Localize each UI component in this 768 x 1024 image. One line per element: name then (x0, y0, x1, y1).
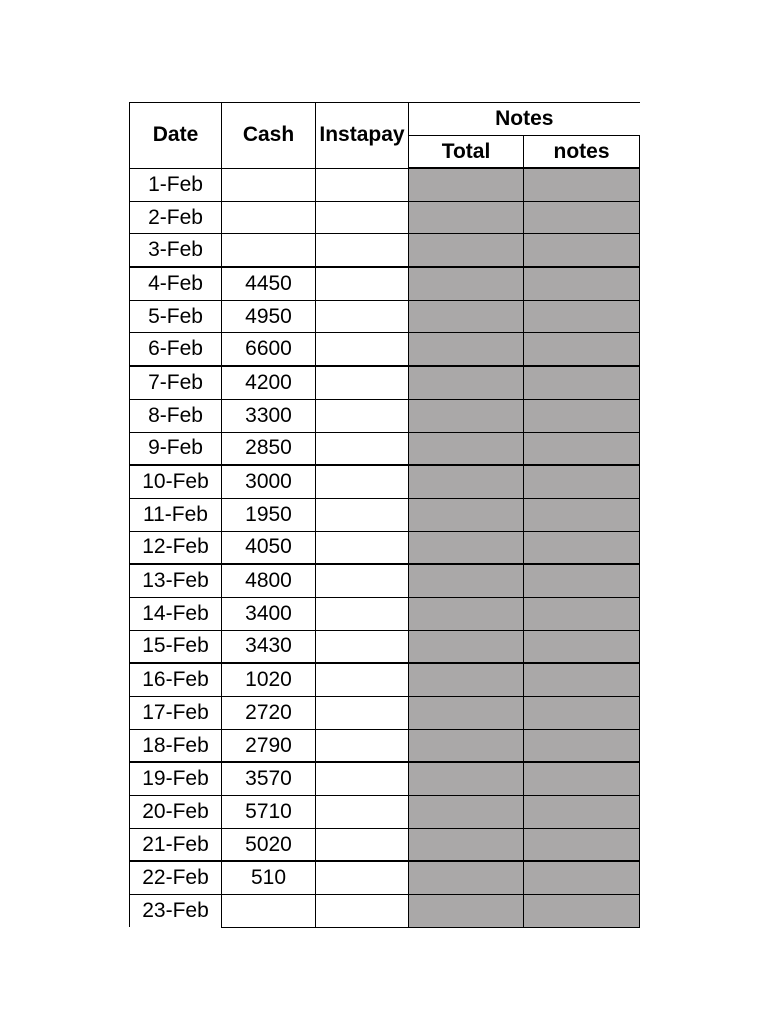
ledger-body (130, 168, 640, 927)
cash-cell[interactable]: 3000 (222, 465, 316, 498)
instapay-cell[interactable] (316, 432, 409, 465)
total-cell[interactable] (409, 366, 524, 399)
notes-cell[interactable] (524, 531, 640, 564)
table-row (130, 531, 640, 564)
total-cell[interactable] (409, 597, 524, 630)
table-row (130, 796, 640, 829)
instapay-cell[interactable] (316, 399, 409, 432)
table-row (130, 828, 640, 861)
instapay-cell[interactable] (316, 597, 409, 630)
date-cell[interactable]: 5-Feb (130, 300, 222, 333)
date-cell[interactable]: 8-Feb (130, 399, 222, 432)
notes-cell[interactable] (524, 762, 640, 795)
notes-cell[interactable] (524, 168, 640, 201)
table-row (130, 861, 640, 894)
instapay-cell[interactable] (316, 895, 409, 928)
table-row (130, 895, 640, 928)
table-row (130, 267, 640, 300)
date-cell[interactable]: 14-Feb (130, 597, 222, 630)
date-cell[interactable]: 12-Feb (130, 531, 222, 564)
instapay-cell[interactable] (316, 333, 409, 366)
table-row (130, 300, 640, 333)
notes-cell[interactable] (524, 828, 640, 861)
notes-cell[interactable] (524, 333, 640, 366)
header-notes: notes (524, 136, 640, 169)
instapay-cell[interactable] (316, 663, 409, 696)
total-cell[interactable] (409, 828, 524, 861)
total-cell[interactable] (409, 498, 524, 531)
notes-cell[interactable] (524, 366, 640, 399)
date-cell[interactable]: 15-Feb (130, 630, 222, 663)
date-cell[interactable]: 4-Feb (130, 267, 222, 300)
cash-cell[interactable]: 4950 (222, 300, 316, 333)
instapay-cell[interactable] (316, 796, 409, 829)
instapay-cell[interactable] (316, 234, 409, 267)
total-cell[interactable] (409, 267, 524, 300)
cash-cell[interactable]: 3430 (222, 630, 316, 663)
total-cell[interactable] (409, 697, 524, 730)
instapay-cell[interactable] (316, 300, 409, 333)
table-row (130, 465, 640, 498)
cash-cell[interactable]: 4050 (222, 531, 316, 564)
table-row (130, 597, 640, 630)
cash-cell[interactable] (222, 201, 316, 234)
notes-cell[interactable] (524, 630, 640, 663)
instapay-cell[interactable] (316, 729, 409, 762)
notes-cell[interactable] (524, 201, 640, 234)
table-row (130, 432, 640, 465)
date-cell[interactable]: 7-Feb (130, 366, 222, 399)
cash-cell[interactable]: 5020 (222, 828, 316, 861)
header-instapay: Instapay (316, 103, 409, 169)
date-cell[interactable]: 16-Feb (130, 663, 222, 696)
header-date: Date (130, 103, 222, 169)
notes-cell[interactable] (524, 663, 640, 696)
instapay-cell[interactable] (316, 564, 409, 597)
total-cell[interactable] (409, 399, 524, 432)
instapay-cell[interactable] (316, 531, 409, 564)
date-cell[interactable]: 11-Feb (130, 498, 222, 531)
date-cell[interactable]: 20-Feb (130, 796, 222, 829)
notes-cell[interactable] (524, 895, 640, 928)
cash-cell[interactable]: 3400 (222, 597, 316, 630)
notes-cell[interactable] (524, 498, 640, 531)
notes-cell[interactable] (524, 465, 640, 498)
date-cell[interactable]: 17-Feb (130, 697, 222, 730)
total-cell[interactable] (409, 465, 524, 498)
table-row (130, 498, 640, 531)
ledger-table (129, 102, 640, 928)
instapay-cell[interactable] (316, 366, 409, 399)
notes-cell[interactable] (524, 300, 640, 333)
date-cell[interactable]: 21-Feb (130, 828, 222, 861)
total-cell[interactable] (409, 729, 524, 762)
total-cell[interactable] (409, 234, 524, 267)
date-cell[interactable]: 22-Feb (130, 861, 222, 894)
total-cell[interactable] (409, 630, 524, 663)
header-cash: Cash (222, 103, 316, 169)
instapay-cell[interactable] (316, 697, 409, 730)
total-cell[interactable] (409, 168, 524, 201)
cash-cell[interactable] (222, 168, 316, 201)
cash-cell[interactable]: 1020 (222, 663, 316, 696)
total-cell[interactable] (409, 663, 524, 696)
total-cell[interactable] (409, 861, 524, 894)
cash-cell[interactable]: 4450 (222, 267, 316, 300)
instapay-cell[interactable] (316, 465, 409, 498)
cash-cell[interactable]: 510 (222, 861, 316, 894)
total-cell[interactable] (409, 895, 524, 928)
date-cell[interactable]: 19-Feb (130, 762, 222, 795)
date-cell[interactable]: 6-Feb (130, 333, 222, 366)
total-cell[interactable] (409, 531, 524, 564)
instapay-cell[interactable] (316, 762, 409, 795)
table-row (130, 729, 640, 762)
notes-cell[interactable] (524, 597, 640, 630)
date-cell[interactable]: 13-Feb (130, 564, 222, 597)
notes-cell[interactable] (524, 399, 640, 432)
cash-cell[interactable] (222, 234, 316, 267)
total-cell[interactable] (409, 300, 524, 333)
instapay-cell[interactable] (316, 201, 409, 234)
cash-cell[interactable]: 5710 (222, 796, 316, 829)
notes-cell[interactable] (524, 564, 640, 597)
table-row (130, 234, 640, 267)
table-row (130, 168, 640, 201)
notes-cell[interactable] (524, 234, 640, 267)
table-row (130, 564, 640, 597)
instapay-cell[interactable] (316, 828, 409, 861)
date-cell[interactable]: 23-Feb (130, 895, 222, 928)
date-cell[interactable]: 10-Feb (130, 465, 222, 498)
total-cell[interactable] (409, 762, 524, 795)
date-cell[interactable]: 18-Feb (130, 729, 222, 762)
instapay-cell[interactable] (316, 861, 409, 894)
notes-cell[interactable] (524, 267, 640, 300)
cash-cell[interactable]: 1950 (222, 498, 316, 531)
instapay-cell[interactable] (316, 498, 409, 531)
cash-cell[interactable]: 2850 (222, 432, 316, 465)
table-row (130, 663, 640, 696)
ledger-sheet (129, 102, 639, 922)
cash-cell[interactable]: 3300 (222, 399, 316, 432)
date-cell[interactable]: 9-Feb (130, 432, 222, 465)
cash-cell[interactable]: 2720 (222, 697, 316, 730)
table-row (130, 399, 640, 432)
total-cell[interactable] (409, 333, 524, 366)
notes-cell[interactable] (524, 729, 640, 762)
cash-cell[interactable]: 4200 (222, 366, 316, 399)
table-row (130, 366, 640, 399)
header-notes-group: Notes (409, 103, 640, 136)
cash-cell[interactable]: 4800 (222, 564, 316, 597)
table-row (130, 201, 640, 234)
total-cell[interactable] (409, 432, 524, 465)
cash-cell[interactable]: 3570 (222, 762, 316, 795)
cash-cell[interactable]: 2790 (222, 729, 316, 762)
table-row (130, 762, 640, 795)
notes-cell[interactable] (524, 432, 640, 465)
date-cell[interactable]: 1-Feb (130, 168, 222, 201)
cash-cell[interactable] (222, 895, 316, 928)
total-cell[interactable] (409, 564, 524, 597)
table-row (130, 333, 640, 366)
notes-cell[interactable] (524, 697, 640, 730)
instapay-cell[interactable] (316, 267, 409, 300)
notes-cell[interactable] (524, 861, 640, 894)
date-cell[interactable]: 3-Feb (130, 234, 222, 267)
instapay-cell[interactable] (316, 168, 409, 201)
notes-cell[interactable] (524, 796, 640, 829)
cash-cell[interactable]: 6600 (222, 333, 316, 366)
total-cell[interactable] (409, 201, 524, 234)
date-cell[interactable]: 2-Feb (130, 201, 222, 234)
table-row (130, 697, 640, 730)
header-total: Total (409, 136, 524, 169)
table-row (130, 630, 640, 663)
instapay-cell[interactable] (316, 630, 409, 663)
total-cell[interactable] (409, 796, 524, 829)
